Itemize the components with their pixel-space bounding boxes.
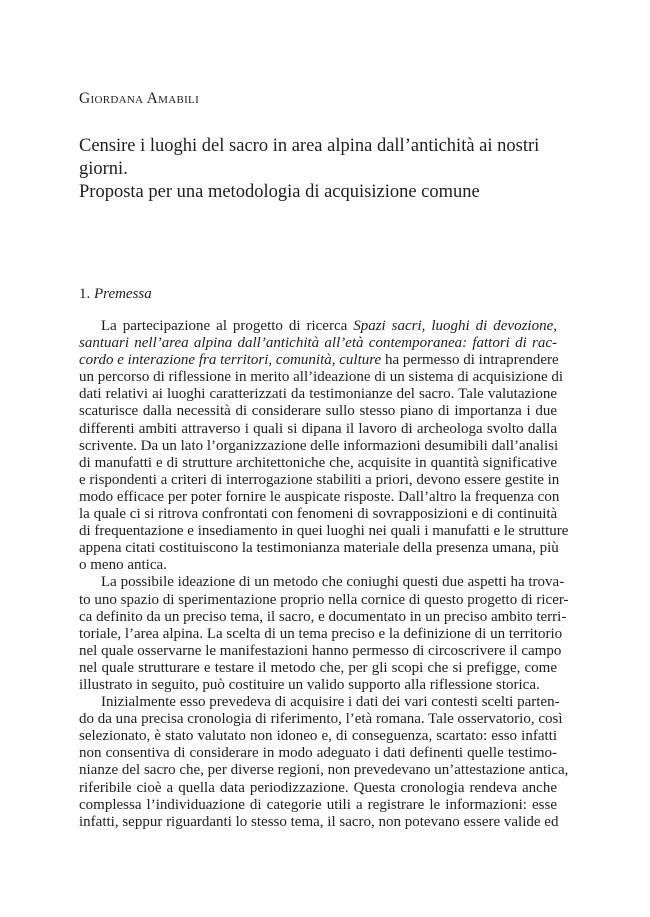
text-run: ha permesso di intraprendere: [381, 352, 559, 369]
text-line: [79, 642, 562, 660]
text-run: differenti ambiti attraverso i quali si dipana il lavoro di archeologa svolto dalla: [79, 420, 557, 437]
text-run: illustrato in seguito, può costituire un valido supporto alla riflessione storica.: [79, 676, 540, 693]
paragraph: [79, 318, 569, 574]
paragraph: [79, 574, 569, 694]
text-line: [79, 557, 557, 574]
text-line: [79, 352, 557, 369]
text-run: riferibile cioè a quella data periodizzazione. Questa cronologia rendeva anche: [79, 779, 557, 796]
text-run: ca definito da un preciso tema, il sacro, e documentato in un preciso ambito terri-: [79, 608, 567, 625]
text-line: [79, 488, 560, 506]
text-line: [79, 762, 569, 779]
text-run: nel quale osservarne le manifestazioni hanno permesso di circoscrivere il campo: [79, 642, 562, 659]
text-line: [79, 540, 557, 557]
text-run: do da una precisa cronologia di riferimento, l’età romana. Tale osservatorio, così: [79, 711, 563, 728]
text-run: e rispondenti a criteri di interrogazione stabiliti a priori, devono essere gestite in: [79, 471, 560, 488]
text-line: [79, 438, 557, 455]
text-run: appena citati costituiscono la testimonianza materiale della presenza umana, più: [79, 540, 559, 557]
text-line: [79, 403, 557, 420]
italic-text: Spazi sacri, luoghi di devozione,: [353, 318, 557, 334]
text-run: La possibile ideazione di un metodo che coniughi questi due aspetti ha trova-: [101, 574, 565, 591]
italic-text: cordo e interazione fra territori, comunità, culture: [79, 352, 382, 369]
text-run: dati relativi ai luoghi caratterizzati da testimonianze del sacro. Tale valutazione: [79, 386, 557, 403]
text-run: toriale, l’area alpina. La scelta di un tema preciso e la definizione di un territorio: [79, 625, 563, 642]
italic-text: santuari nell’area alpina dall’antichità all’età contemporanea: fattori di rac-: [79, 335, 557, 352]
section-title: Premessa: [94, 286, 152, 302]
text-line: [79, 506, 557, 523]
article-title: [79, 135, 579, 204]
title-line: Proposta per una metodologia di acquisizione comune: [79, 182, 480, 202]
text-line: [79, 608, 567, 626]
text-run: complessa l’individuazione di categorie utili a registrare le informazioni: esse: [79, 796, 557, 813]
text-run: non consentiva di considerare in modo adeguato i dati definenti quelle testimo-: [79, 745, 557, 762]
text-run: di frequentazione e insediamento in quei luoghi nei quali i manufatti e le strutture: [79, 523, 569, 540]
text-line: [79, 814, 557, 831]
text-line: [79, 369, 564, 386]
text-line: [79, 318, 557, 335]
text-run: scrivente. Da un lato l’organizzazione delle informazioni desumibili dall’analisi: [79, 437, 559, 454]
text-run: selezionato, è stato valutato non idoneo e, di conseguenza, scartato: esso infatti: [79, 728, 557, 745]
title-line: Censire i luoghi del sacro in area alpina dall’antichità ai nostri giorni.: [79, 136, 540, 179]
text-line: [79, 523, 569, 540]
text-line: [79, 386, 557, 403]
text-line: [79, 780, 557, 797]
text-run: to uno spazio di sperimentazione proprio nella cornice di questo progetto di ricer-: [79, 591, 569, 608]
text-run: nel quale strutturare e testare il metodo che, per gli scopi che si prefigge, come: [79, 659, 557, 676]
text-line: [79, 471, 560, 489]
text-line: [79, 455, 557, 472]
text-line: [79, 421, 557, 438]
text-run: infatti, seppur riguardanti lo stesso tema, il sacro, non potevano essere valide ed: [79, 813, 559, 830]
section-number: 1.: [79, 286, 94, 302]
text-run: la quale ci si ritrova confrontati con fenomeni di sovrapposizioni e di continuità: [79, 506, 558, 523]
text-run: La partecipazione al progetto di ricerca: [101, 318, 354, 334]
text-run: di manufatti e di strutture architettoniche che, acquisite in quantità significative: [79, 454, 557, 471]
section-heading: [79, 286, 152, 303]
text-line: [79, 625, 563, 643]
text-line: [79, 660, 557, 677]
paragraph: [79, 694, 569, 831]
author-name: Giordana Amabili: [79, 90, 200, 107]
text-line: [79, 574, 565, 591]
text-line: [79, 677, 557, 694]
text-run: nianze del sacro che, per diverse regioni, non prevedevano un’attestazione antica,: [79, 762, 569, 779]
text-line: [79, 797, 557, 814]
text-run: scaturisce dalla necessità di considerare sullo stesso piano di importanza i due: [79, 403, 557, 420]
text-line: [79, 711, 563, 728]
text-line: [79, 591, 569, 609]
text-run: Inizialmente esso prevedeva di acquisire i dati dei vari contesti scelti parten-: [101, 694, 560, 711]
text-run: un percorso di riflessione in merito all’ideazione di un sistema di acquisizione di: [79, 369, 564, 386]
text-run: o meno antica.: [79, 557, 167, 574]
text-line: [79, 335, 557, 352]
text-line: [79, 728, 557, 745]
text-line: [79, 694, 560, 711]
text-run: modo efficace per poter fornire le auspicate risposte. Dall’altro la frequenza con: [79, 488, 560, 505]
body-text: [79, 318, 569, 831]
text-line: [79, 745, 557, 762]
